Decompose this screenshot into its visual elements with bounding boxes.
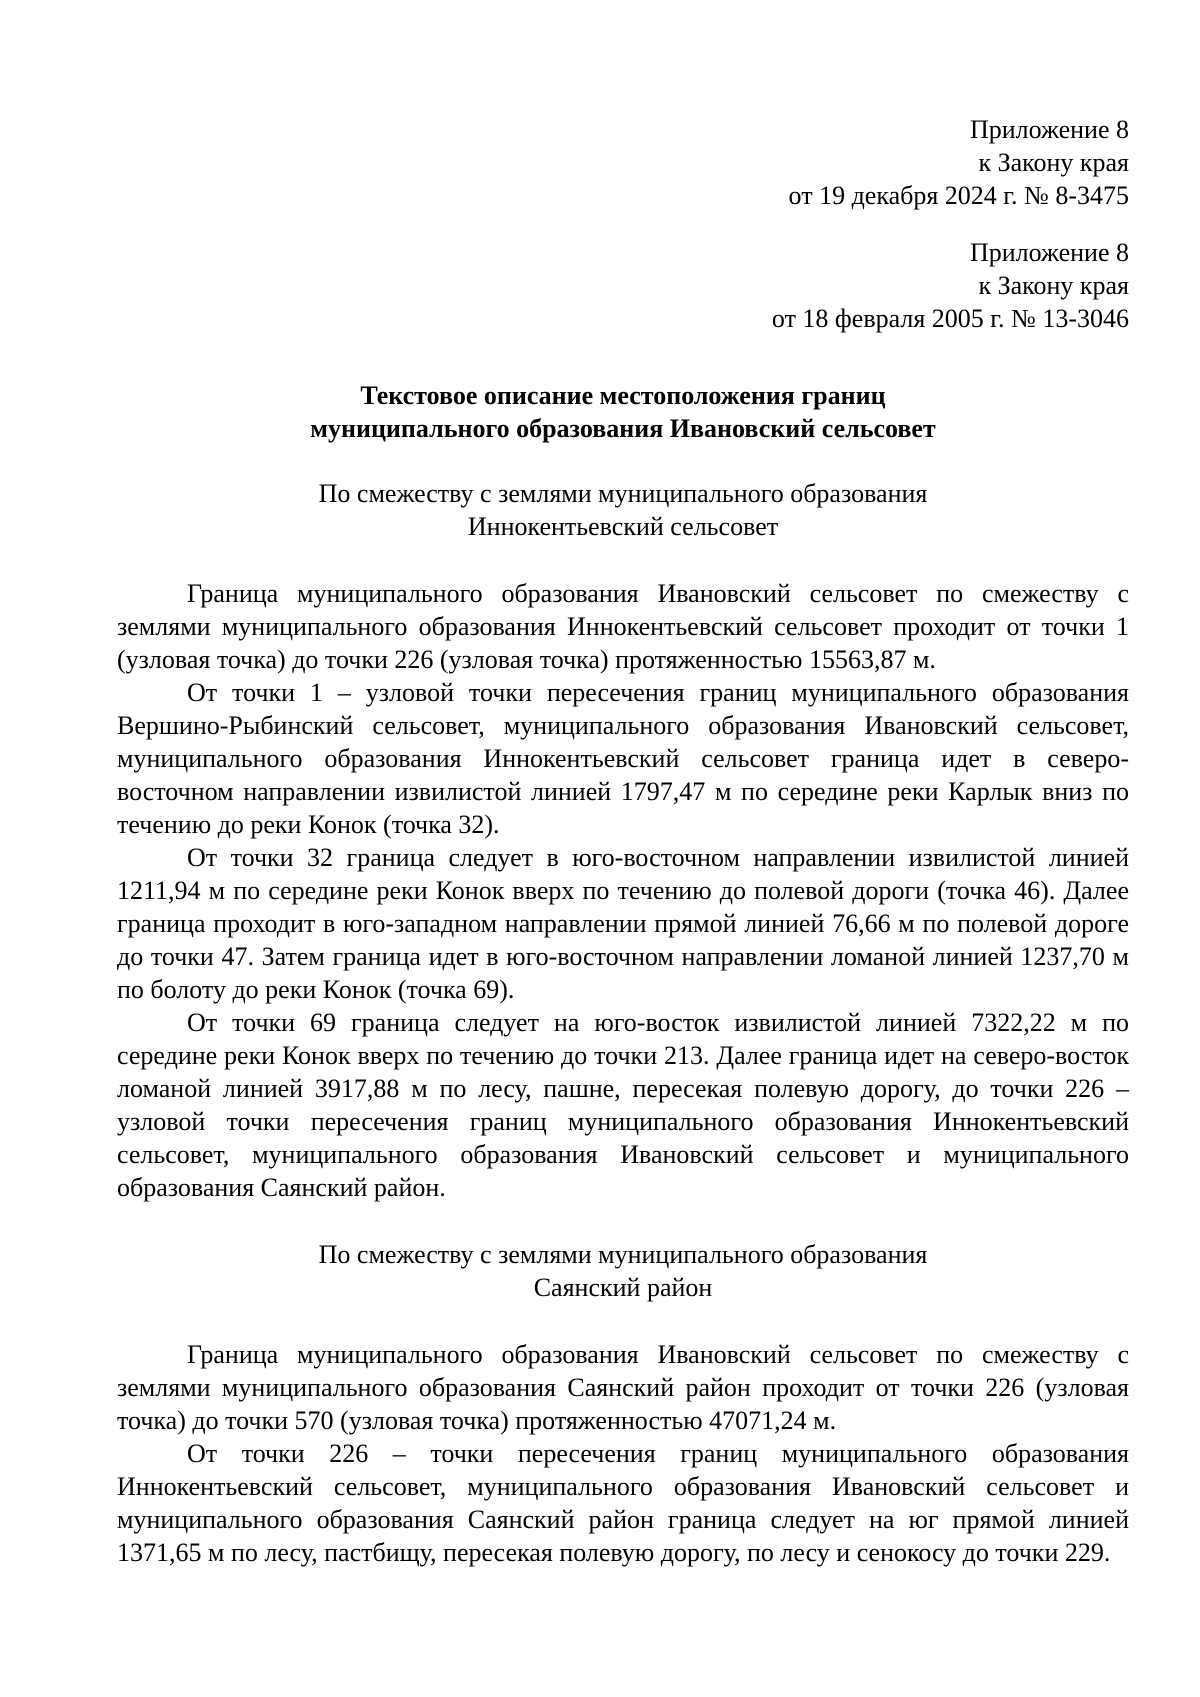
paragraph: Граница муниципального образования Ивановский сельсовет по смежеству с землями муниципального образования Саянский район проходит от точки 226 (узловая точка) до точки 570 (узловая точка) протяженностью 47071,24 м. <box>117 1340 1129 1435</box>
document-title <box>117 379 1129 445</box>
section-heading-sayansky <box>117 1238 1129 1304</box>
paragraph: От точки 32 граница следует в юго-восточном направлении извилистой линией 1211,94 м по середине реки Конок вверх по течению до полевой дороги (точка 46). Далее граница проходит в юго-западном направлении прямой линией 76,66 м по полевой дороге до точки 47. Затем граница идет в юго-восточном направлении ломаной линией 1237,70 м по болоту до реки Конок (точка 69). <box>117 843 1129 1004</box>
paragraph: От точки 69 граница следует на юго-восток извилистой линией 7322,22 м по середине реки Конок вверх по течению до точки 213. Далее граница идет на северо-восток ломаной линией 3917,88 м по лесу, пашне, пересекая полевую дорогу, до точки 226 – узловой точки пересечения границ муниципального образования Иннокентьевский сельсовет, муниципального образования Ивановский сельсовет и муниципального образования Саянский район. <box>117 1008 1129 1202</box>
title-line: муниципального образования Ивановский сельсовет <box>310 414 936 443</box>
annex-number: Приложение 8 <box>969 238 1129 267</box>
paragraph: Граница муниципального образования Ивановский сельсовет по смежеству с землями муниципального образования Иннокентьевский сельсовет проходит от точки 1 (узловая точка) до точки 226 (узловая точка) протяженностью 15563,87 м. <box>117 579 1129 674</box>
annex-original-reference <box>117 236 1129 335</box>
annex-current-reference <box>117 113 1129 212</box>
section-heading-line: Иннокентьевский сельсовет <box>467 512 779 541</box>
document-page <box>117 113 1129 1569</box>
section-body-innokentievsky <box>117 577 1129 1204</box>
title-line: Текстовое описание местоположения границ <box>360 381 886 410</box>
annex-date: от 19 декабря 2024 г. № 8-3475 <box>788 181 1129 210</box>
paragraph: От точки 1 – узловой точки пересечения границ муниципального образования Вершино-Рыбинский сельсовет, муниципального образования Ивановский сельсовет, муниципального образования Иннокентьевский сельсовет граница идет в северо-восточном направлении извилистой линией 1797,47 м по середине реки Карлык вниз по течению до реки Конок (точка 32). <box>117 678 1129 839</box>
annex-law-ref: к Закону края <box>978 271 1129 300</box>
annex-date: от 18 февраля 2005 г. № 13-3046 <box>771 304 1129 333</box>
section-heading-line: Саянский район <box>533 1273 713 1302</box>
annex-number: Приложение 8 <box>969 115 1129 144</box>
section-body-sayansky <box>117 1338 1129 1569</box>
paragraph: От точки 226 – точки пересечения границ муниципального образования Иннокентьевский сельсовет, муниципального образования Ивановский сельсовет и муниципального образования Саянский район граница следует на юг прямой линией 1371,65 м по лесу, пастбищу, пересекая полевую дорогу, по лесу и сенокосу до точки 229. <box>117 1439 1129 1567</box>
section-heading-line: По смежеству с землями муниципального образования <box>318 479 928 508</box>
section-heading-line: По смежеству с землями муниципального образования <box>318 1240 928 1269</box>
section-heading-innokentievsky <box>117 477 1129 543</box>
annex-law-ref: к Закону края <box>978 148 1129 177</box>
